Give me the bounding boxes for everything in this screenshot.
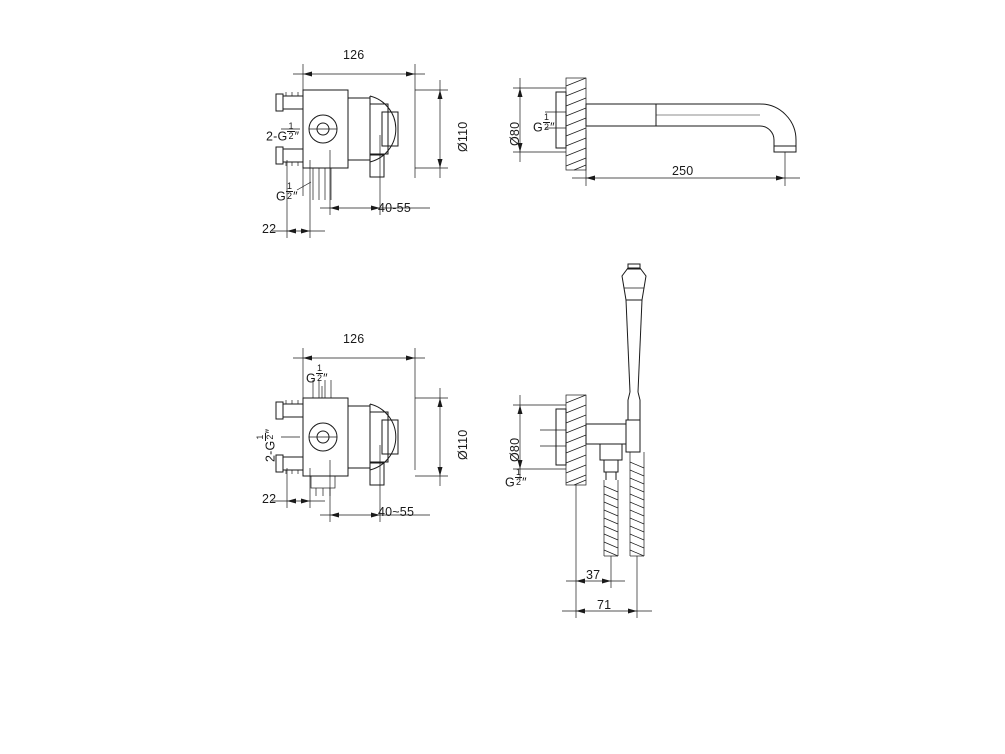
- dim-250-projection: 250: [672, 164, 694, 178]
- thread-g-half-shower: G $\frac{1}{2}$ ″: [505, 467, 527, 490]
- dim-diameter-110-top: Ø110: [456, 121, 470, 152]
- thread-g-half-top-outlet: G $\frac{1}{2}$ ″: [276, 181, 298, 204]
- dim-40-55-top: 40-55: [378, 201, 411, 215]
- dim-22-top: 22: [262, 222, 277, 236]
- dim-126-top: 126: [343, 48, 365, 62]
- dim-diameter-80-top: Ø80: [508, 121, 522, 146]
- thread-2-g-half-top: 2-G $\frac{1}{2}$ ″: [266, 121, 300, 144]
- dim-71: 71: [597, 598, 612, 612]
- thread-g-half-bottom-top: G $\frac{1}{2}$ ″: [306, 363, 328, 386]
- dim-22-bottom: 22: [262, 492, 277, 506]
- dim-126-bottom: 126: [343, 332, 365, 346]
- dim-37: 37: [586, 568, 601, 582]
- dim-40-55-bottom: 40~55: [378, 505, 415, 519]
- thread-g-half-spout: G $\frac{1}{2}$ ″: [533, 112, 555, 135]
- dim-diameter-80-bottom: Ø80: [508, 437, 522, 462]
- thread-2-g-half-bottom: 2-G 1 2 ″: [255, 428, 278, 462]
- dim-diameter-110-bottom: Ø110: [456, 429, 470, 460]
